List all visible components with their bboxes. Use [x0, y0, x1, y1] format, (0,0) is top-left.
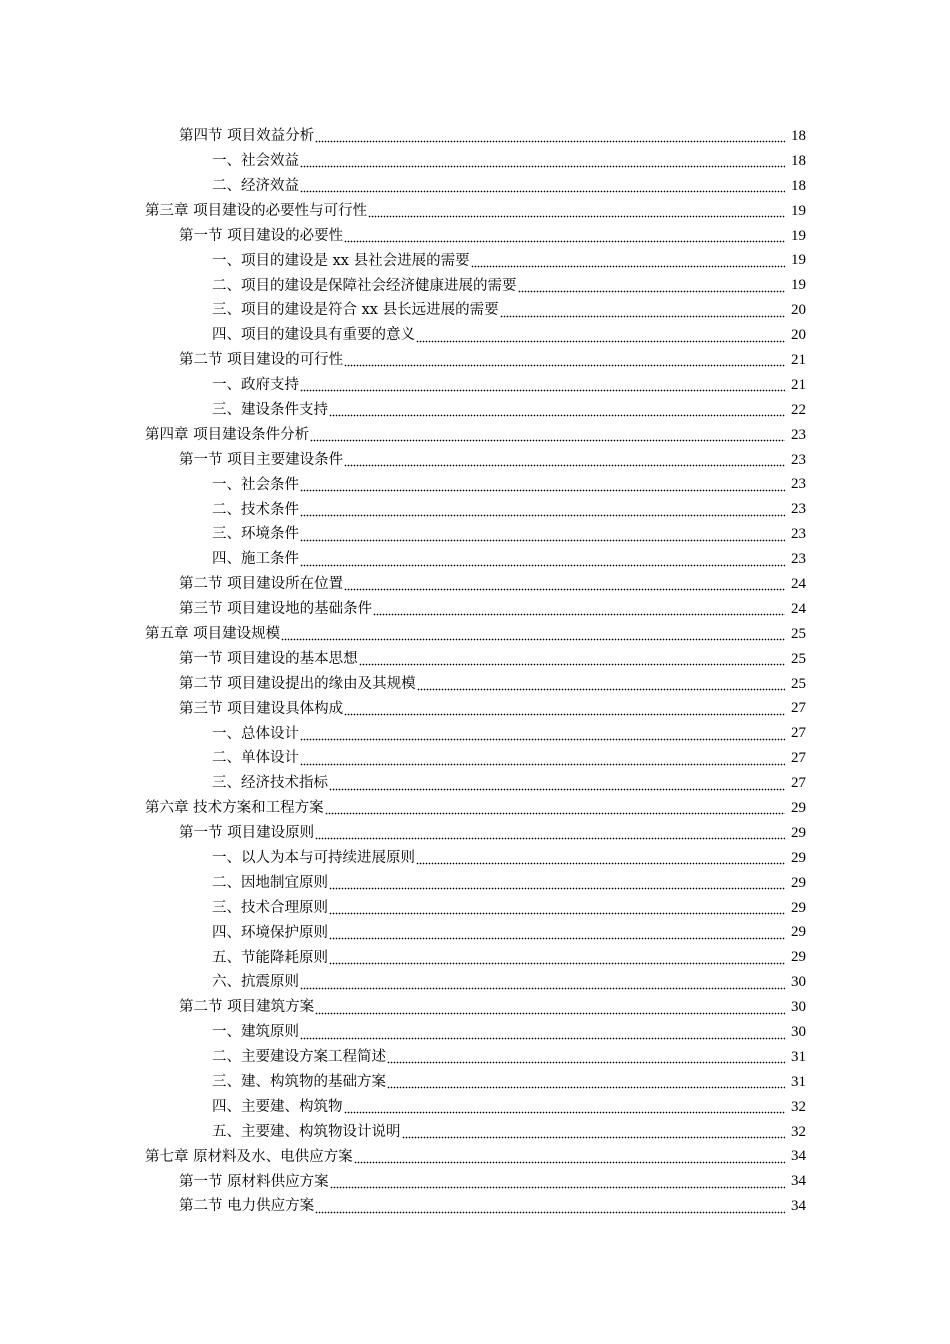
toc-entry-title: 第四章 项目建设条件分析	[145, 426, 310, 443]
toc-entry-page-number: 21	[791, 351, 806, 368]
toc-entry-title: 第二节 项目建设提出的缘由及其规模	[179, 675, 416, 692]
toc-entry-title: 第一节 项目建设的基本思想	[179, 650, 358, 667]
toc-entry-page-number: 20	[791, 327, 806, 344]
toc-entry-page-number: 25	[791, 625, 806, 642]
toc-entry-page-number: 23	[791, 451, 806, 468]
toc-dot-leader	[330, 1175, 785, 1189]
toc-entry-page-number: 25	[791, 675, 806, 692]
toc-dot-leader	[310, 428, 785, 442]
toc-entry-title: 五、主要建、构筑物设计说明	[212, 1123, 401, 1140]
toc-dot-leader	[315, 1001, 785, 1015]
toc-dot-leader	[373, 602, 785, 616]
toc-entry-title: 二、技术条件	[212, 501, 299, 518]
toc-entry-page-number: 31	[791, 1048, 806, 1065]
toc-dot-leader	[518, 279, 786, 293]
toc-entry-title: 一、建筑原则	[212, 1024, 299, 1041]
toc-entry-title: 二、项目的建设是保障社会经济健康进展的需要	[212, 277, 517, 294]
toc-entry-title: 第五章 项目建设规模	[145, 626, 281, 642]
toc-entry-page-number: 30	[791, 999, 806, 1016]
toc-dot-leader	[300, 752, 785, 766]
toc-entry-title: 六、抗震原则	[212, 974, 299, 991]
toc-entry-page-number: 22	[791, 401, 806, 418]
toc-entry-page-number: 20	[791, 302, 806, 319]
table-of-contents	[0, 124, 950, 1219]
toc-entry[interactable]	[0, 597, 950, 622]
toc-entry-page-number: 29	[791, 824, 806, 841]
toc-entry[interactable]	[0, 248, 950, 273]
toc-entry-title: 二、经济效益	[212, 177, 299, 194]
toc-entry-title: 三、经济技术指标	[212, 775, 328, 792]
toc-entry-title: 二、因地制宜原则	[212, 874, 328, 891]
toc-dot-leader	[416, 329, 785, 343]
toc-entry-page-number: 19	[791, 252, 806, 269]
toc-entry-title: 第三章 项目建设的必要性与可行性	[145, 202, 368, 219]
toc-entry[interactable]	[0, 821, 950, 846]
toc-entry[interactable]	[0, 1120, 950, 1145]
toc-entry[interactable]	[0, 448, 950, 473]
toc-entry-title: 第一节 项目建设原则	[179, 825, 315, 842]
toc-dot-leader	[344, 453, 785, 467]
toc-entry-page-number: 27	[791, 750, 806, 767]
toc-entry-title: 三、技术合理原则	[212, 899, 328, 916]
toc-dot-leader	[344, 702, 785, 716]
toc-entry-page-number: 34	[791, 1198, 806, 1215]
toc-dot-leader	[344, 577, 785, 591]
toc-dot-leader	[368, 204, 785, 218]
toc-entry-title: 一、项目的建设是 xx 县社会进展的需要	[212, 252, 470, 269]
toc-entry-title: 第一节 项目主要建设条件	[179, 451, 344, 468]
toc-entry[interactable]	[0, 273, 950, 298]
toc-dot-leader	[387, 1050, 785, 1064]
toc-entry-page-number: 23	[791, 551, 806, 568]
toc-entry-page-number: 34	[791, 1173, 806, 1190]
toc-entry-title: 三、建设条件支持	[212, 401, 328, 418]
toc-entry-page-number: 27	[791, 775, 806, 792]
toc-entry[interactable]	[0, 771, 950, 796]
toc-entry-page-number: 24	[791, 600, 806, 617]
toc-dot-leader	[281, 627, 785, 641]
toc-entry-title: 三、建、构筑物的基础方案	[212, 1074, 386, 1091]
toc-entry[interactable]	[0, 224, 950, 249]
toc-entry[interactable]	[0, 472, 950, 497]
toc-entry-page-number: 29	[791, 799, 806, 816]
toc-dot-leader	[300, 727, 785, 741]
toc-entry-title: 三、项目的建设是符合 xx 县长远进展的需要	[212, 302, 499, 319]
toc-dot-leader	[417, 677, 785, 691]
toc-entry[interactable]	[0, 572, 950, 597]
toc-entry-page-number: 30	[791, 1024, 806, 1040]
toc-entry-page-number: 32	[791, 1098, 806, 1115]
toc-dot-leader	[329, 951, 785, 965]
toc-entry-page-number: 18	[791, 152, 806, 169]
toc-entry-page-number: 29	[791, 924, 806, 941]
toc-entry-page-number: 29	[791, 874, 806, 891]
toc-entry-page-number: 23	[791, 501, 806, 518]
toc-entry-page-number: 32	[791, 1123, 806, 1140]
toc-entry-page-number: 23	[791, 476, 806, 493]
toc-entry-page-number: 34	[791, 1148, 806, 1165]
toc-entry-title: 第二节 项目建设的可行性	[179, 352, 344, 369]
toc-dot-leader	[402, 1125, 786, 1139]
toc-entry-page-number: 29	[791, 899, 806, 916]
toc-dot-leader	[416, 851, 785, 865]
toc-entry-title: 一、社会条件	[212, 476, 299, 493]
toc-entry[interactable]	[0, 1095, 950, 1120]
toc-entry-page-number: 27	[791, 700, 806, 717]
toc-entry[interactable]	[0, 970, 950, 995]
toc-entry[interactable]	[0, 298, 950, 323]
toc-entry-title: 一、总体设计	[212, 725, 299, 742]
toc-dot-leader	[344, 353, 785, 367]
toc-entry-page-number: 29	[791, 849, 806, 866]
toc-entry-title: 一、以人为本与可持续进展原则	[212, 850, 415, 867]
toc-entry-title: 四、项目的建设具有重要的意义	[212, 327, 415, 344]
toc-entry-title: 二、单体设计	[212, 750, 299, 767]
toc-dot-leader	[325, 801, 785, 815]
toc-entry-title: 第七章 原材料及水、电供应方案	[145, 1148, 353, 1165]
toc-entry-page-number: 25	[791, 650, 806, 667]
toc-dot-leader	[300, 553, 785, 567]
toc-entry[interactable]	[0, 149, 950, 174]
toc-dot-leader	[300, 478, 785, 492]
toc-entry-page-number: 23	[791, 426, 806, 443]
toc-entry[interactable]	[0, 199, 950, 224]
toc-dot-leader	[329, 403, 785, 417]
toc-entry[interactable]	[0, 547, 950, 572]
toc-entry[interactable]	[0, 1045, 950, 1070]
toc-entry[interactable]	[0, 647, 950, 672]
toc-entry-page-number: 31	[791, 1073, 806, 1090]
toc-entry-title: 第二节 电力供应方案	[179, 1198, 315, 1215]
toc-entry[interactable]	[0, 696, 950, 721]
toc-entry[interactable]	[0, 497, 950, 522]
toc-entry-page-number: 18	[791, 127, 806, 144]
toc-entry[interactable]	[0, 896, 950, 921]
toc-dot-leader	[300, 154, 785, 168]
toc-entry[interactable]	[0, 1194, 950, 1219]
toc-entry-title: 第三节 项目建设地的基础条件	[179, 601, 373, 618]
toc-entry-page-number: 27	[791, 725, 806, 742]
toc-entry[interactable]	[0, 398, 950, 423]
toc-dot-leader	[471, 254, 785, 268]
toc-entry-title: 第二节 项目建设所在位置	[179, 576, 344, 593]
toc-entry[interactable]	[0, 871, 950, 896]
toc-entry[interactable]	[0, 522, 950, 547]
toc-entry[interactable]	[0, 796, 950, 821]
toc-entry[interactable]	[0, 921, 950, 946]
toc-entry-title: 一、社会效益	[212, 153, 299, 170]
toc-entry[interactable]	[0, 672, 950, 697]
toc-entry[interactable]	[0, 124, 950, 149]
toc-entry[interactable]	[0, 1145, 950, 1170]
toc-entry[interactable]	[0, 174, 950, 199]
toc-entry[interactable]	[0, 348, 950, 373]
toc-entry-title: 第一节 项目建设的必要性	[179, 227, 344, 244]
toc-entry-page-number: 24	[791, 575, 806, 592]
toc-entry-title: 四、环境保护原则	[212, 924, 328, 941]
toc-entry-page-number: 18	[791, 177, 806, 194]
toc-entry-title: 一、政府支持	[212, 377, 299, 394]
toc-entry-title: 二、主要建设方案工程简述	[212, 1049, 386, 1066]
toc-dot-leader	[315, 1200, 785, 1214]
toc-entry-title: 四、主要建、构筑物	[212, 1098, 343, 1115]
toc-dot-leader	[300, 179, 785, 193]
toc-entry[interactable]	[0, 945, 950, 970]
toc-entry[interactable]	[0, 373, 950, 398]
toc-entry[interactable]	[0, 1169, 950, 1194]
toc-entry[interactable]	[0, 1020, 950, 1045]
toc-entry-title: 第四节 项目效益分析	[179, 128, 315, 145]
toc-entry[interactable]	[0, 746, 950, 771]
toc-entry-page-number: 21	[791, 376, 806, 393]
toc-entry-page-number: 19	[791, 202, 806, 219]
toc-entry[interactable]	[0, 721, 950, 746]
toc-dot-leader	[315, 129, 785, 143]
toc-dot-leader	[500, 304, 785, 318]
toc-entry-title: 三、环境条件	[212, 526, 299, 543]
toc-entry-title: 第一节 原材料供应方案	[179, 1173, 329, 1190]
toc-entry-page-number: 29	[791, 949, 806, 966]
toc-dot-leader	[315, 826, 785, 840]
toc-entry-title: 第二节 项目建筑方案	[179, 999, 315, 1016]
toc-dot-leader	[329, 901, 785, 915]
toc-dot-leader	[329, 926, 785, 940]
toc-dot-leader	[387, 1075, 785, 1089]
toc-dot-leader	[354, 1150, 785, 1164]
toc-dot-leader	[344, 229, 785, 243]
toc-entry-title: 第三节 项目建设具体构成	[179, 700, 344, 717]
toc-dot-leader	[300, 503, 785, 517]
toc-dot-leader	[300, 378, 785, 392]
toc-entry-page-number: 19	[791, 227, 806, 244]
toc-entry-title: 第六章 技术方案和工程方案	[145, 800, 324, 817]
toc-dot-leader	[329, 777, 785, 791]
toc-entry[interactable]	[0, 423, 950, 448]
toc-entry[interactable]	[0, 323, 950, 348]
toc-entry-page-number: 19	[791, 277, 806, 294]
toc-dot-leader	[359, 652, 785, 666]
toc-entry-page-number: 23	[791, 526, 806, 543]
toc-dot-leader	[300, 1026, 785, 1040]
toc-entry[interactable]	[0, 1070, 950, 1095]
toc-entry-page-number: 30	[791, 974, 806, 991]
toc-entry-title: 五、节能降耗原则	[212, 949, 328, 966]
toc-dot-leader	[344, 1100, 786, 1114]
toc-entry[interactable]	[0, 846, 950, 871]
toc-dot-leader	[300, 976, 785, 990]
toc-entry[interactable]	[0, 995, 950, 1020]
toc-entry[interactable]	[0, 622, 950, 647]
toc-dot-leader	[300, 528, 785, 542]
toc-dot-leader	[329, 876, 785, 890]
toc-entry-title: 四、施工条件	[212, 551, 299, 568]
